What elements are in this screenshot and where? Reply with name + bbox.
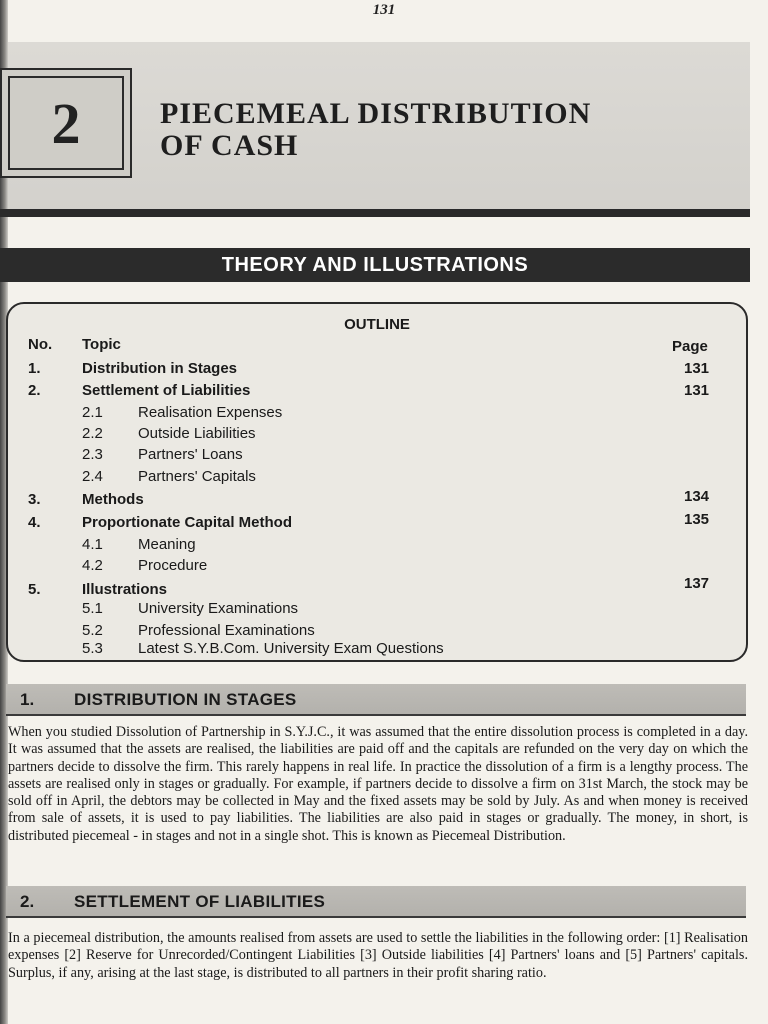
chapter-divider [0,209,750,217]
outline-item-number: 4. [28,514,41,531]
chapter-title [160,98,720,162]
outline-subitem-topic: University Examinations [138,600,299,617]
section-title: SETTLEMENT OF LIABILITIES [74,892,326,911]
outline-subitem-number: 2.2 [82,425,103,442]
chapter-title-line1: PIECEMEAL DISTRIBUTION [160,97,592,130]
outline-col-no: No. [28,336,53,353]
outline-subitem-topic: Partners' Loans [138,446,243,463]
chapter-number: 2 [8,76,124,170]
section-paragraph: When you studied Dissolution of Partnership in S.Y.J.C., it was assumed that the entire dissolution process is completed in a day. It was assumed that the assets are realised, the liabilities are paid off and the capitals are refunded on the very day on which the partners decide to dissolve the firm. This rarely happens in real life. In practice the dissolution of a firm is a lengthy process. The assets are realised only in stages or gradually. For example, if partners decide to dissolve a firm on 31st March, the stock may be sold off in April, the debtors may be collected in May and the fixed assets may be sold by July. As and when money is received from sale of assets, it is used to pay liabilities. The liabilities are also paid in stages or gradually. The money, in short, is distributed piecemeal - in stages and not in a single shot. This is known as Piecemeal Distribution. [8,724,748,844]
outline-item-page: 134 [684,488,710,505]
section-number: 1. [20,690,35,709]
outline-item-number: 1. [28,360,41,377]
section-heading [6,684,746,716]
outline-item-topic: Illustrations [82,581,168,598]
outline-subitem-topic: Meaning [138,536,196,553]
outline-subitem-number: 5.3 [82,640,103,657]
outline-subitem-number: 5.1 [82,600,103,617]
outline-subitem-topic: Professional Examinations [138,622,315,639]
outline-item-page: 131 [684,382,710,399]
outline-subitem-number: 2.1 [82,404,103,421]
outline-item-topic: Distribution in Stages [82,360,238,377]
outline-subitem-number: 4.2 [82,557,103,574]
outline-item-topic: Settlement of Liabilities [82,382,251,399]
outline-item-page: 135 [684,511,710,528]
outline-item-number: 2. [28,382,41,399]
section-number: 2. [20,892,35,911]
outline-title: OUTLINE [344,316,410,333]
outline-item-topic: Proportionate Capital Method [82,514,292,531]
outline-item-number: 3. [28,491,41,508]
theory-heading: THEORY AND ILLUSTRATIONS [0,248,750,282]
page-number: 131 [372,2,396,18]
section-heading [6,886,746,918]
outline-subitem-topic: Latest S.Y.B.Com. University Exam Questions [138,640,444,657]
outline-item-page: 137 [684,575,710,592]
outline-col-page: Page [672,338,708,355]
outline-item-number: 5. [28,581,41,598]
outline-subitem-number: 4.1 [82,536,103,553]
chapter-number-box [0,68,132,178]
outline-box [6,302,748,662]
chapter-title-line2: OF CASH [160,129,299,162]
outline-item-topic: Methods [82,491,144,508]
outline-subitem-number: 2.3 [82,446,103,463]
outline-col-topic: Topic [82,336,121,353]
section-paragraph: In a piecemeal distribution, the amounts realised from assets are used to settle the liabilities in the following order: [1] Realisation expenses [2] Reserve for Unrecorded/Contingent Liabilities [3] Outside liabilities [4] Partners' loans and [5] Partners' capitals. Surplus, if any, arising at the last stage, is distributed to all partners in their profit sharing ratio. [8,930,748,981]
section-title: DISTRIBUTION IN STAGES [74,690,297,709]
outline-subitem-topic: Realisation Expenses [138,404,283,421]
outline-subitem-topic: Partners' Capitals [138,468,256,485]
outline-subitem-number: 2.4 [82,468,103,485]
outline-item-page: 131 [684,360,710,377]
outline-subitem-topic: Outside Liabilities [138,425,256,442]
outline-subitem-number: 5.2 [82,622,103,639]
outline-subitem-topic: Procedure [138,557,208,574]
